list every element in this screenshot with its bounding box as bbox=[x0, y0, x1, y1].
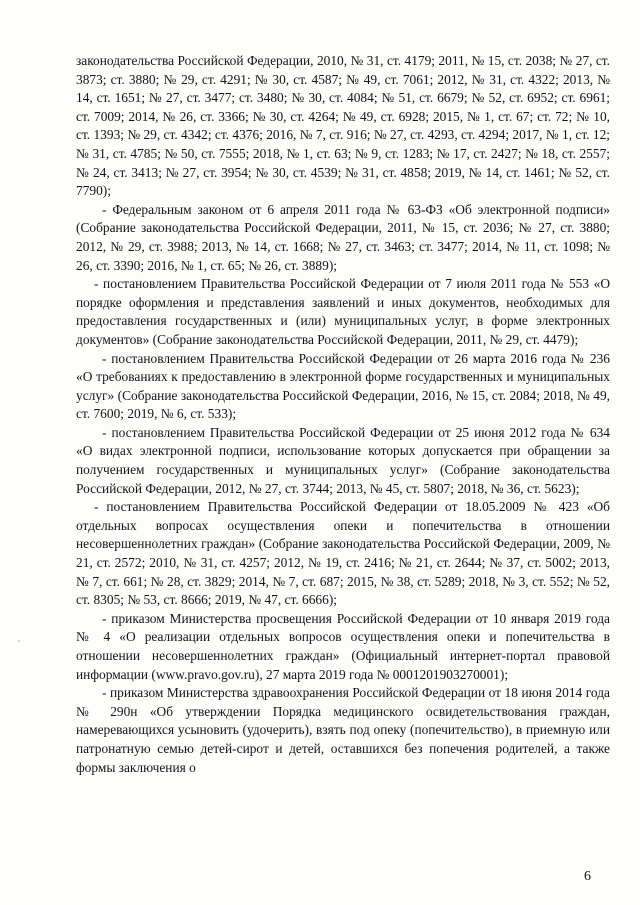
paragraph-resolution-553: - постановлением Правительства Российской Федерации от 7 июля 2011 года № 553 «О порядке оформления и представления заявлений и иных документов, необходимых для предоставления государственных и (или) муниципальных услуг, в форме электронных документов» (Собрание законодательства Российской Федерации, 2011, № 29, ст. 4479); bbox=[76, 276, 610, 347]
document-body bbox=[76, 52, 610, 777]
paragraph-order-minpros-4: - приказом Министерства просвещения Российской Федерации от 10 января 2019 года № 4 «О реализации отдельных вопросов осуществления опеки и попечительства в отношении несовершеннолетних граждан» (Официальный интернет-портал правовой информации (www.pravo.gov.ru), 27 марта 2019 года № 0001201903270001); bbox=[76, 610, 610, 682]
paragraph-order-minzdrav-290n: - приказом Министерства здравоохранения Российской Федерации от 18 июня 2014 года № 290н «Об утверждении Порядка медицинского освидетельствования граждан, намеревающихся усыновить (удочерить), взять под опеку (попечительство), в приемную или патронатную семью детей-сирот и детей, оставшихся без попечения родителей, а также формы заключения о bbox=[76, 685, 610, 775]
paragraph-resolution-634: - постановлением Правительства Российской Федерации от 25 июня 2012 года № 634 «О видах электронной подписи, использование которых допускается при обращении за получением государственных и муниципальных услуг» (Собрание законодательства Российской Федерации, 2012, № 27, ст. 3744; 2013, № 45, ст. 5807; 2018, № 36, ст. 5623); bbox=[76, 424, 610, 496]
page-number: 6 bbox=[584, 869, 591, 884]
paragraph-resolution-423: - постановлением Правительства Российской Федерации от 18.05.2009 № 423 «Об отдельных вопросах осуществления опеки и попечительства в отношении несовершеннолетних граждан» (Собрание законодательства Российской Федерации, 2009, № 21, ст. 2572; 2010, № 31, ст. 4257; 2012, № 19, ст. 2416; № 21, ст. 2644; № 37, ст. 5002; 2013, № 7, ст. 661; № 28, ст. 3829; 2014, № 7, ст. 687; 2015, № 38, ст. 5289; 2018, № 3, ст. 552; № 52, ст. 8305; № 53, ст. 8666; 2019, № 47, ст. 6666); bbox=[76, 499, 610, 608]
paragraph-federal-law-63fz: - Федеральным законом от 6 апреля 2011 года № 63-ФЗ «Об электронной подписи» (Собрание законодательства Российской Федерации, 2011, № 15, ст. 2036; № 27, ст. 3880; 2012, № 29, ст. 3988; 2013, № 14, ст. 1668; № 27, ст. 3463; ст. 3477; 2014, № 11, ст. 1098; № 26, ст. 3390; 2016, № 1, ст. 65; № 26, ст. 3889); bbox=[76, 201, 610, 273]
paragraph-resolution-236: - постановлением Правительства Российской Федерации от 26 марта 2016 года № 236 «О требованиях к предоставлению в электронной форме государственных и муниципальных услуг» (Собрание законодательства Российской Федерации, 2016, № 15, ст. 2084; 2018, № 49, ст. 7600; 2019, № 6, ст. 533); bbox=[76, 350, 610, 422]
paragraph-continuation: законодательства Российской Федерации, 2010, № 31, ст. 4179; 2011, № 15, ст. 2038; № 27, ст. 3873; ст. 3880; № 29, ст. 4291; № 30, ст. 4587; № 49, ст. 7061; 2012, № 31, ст. 4322; 2013, № 14, ст. 1651; № 27, ст. 3477; ст. 3480; № 30, ст. 4084; № 51, ст. 6679; № 52, ст. 6952; ст. 6961; ст. 7009; 2014, № 26, ст. 3366; № 30, ст. 4264; № 49, ст. 6928; 2015, № 1, ст. 67; ст. 72; № 10, ст. 1393; № 29, ст. 4342; ст. 4376; 2016, № 7, ст. 916; № 27, ст. 4293, ст. 4294; 2017, № 1, ст. 12; № 31, ст. 4785; № 50, ст. 7555; 2018, № 1, ст. 63; № 9, ст. 1283; № 17, ст. 2427; № 18, ст. 2557; № 24, ст. 3413; № 27, ст. 3954; № 30, ст. 4539; № 31, ст. 4858; 2019, № 14, ст. 1461; № 52, ст. 7790); bbox=[76, 53, 610, 199]
scan-speck bbox=[18, 640, 20, 642]
